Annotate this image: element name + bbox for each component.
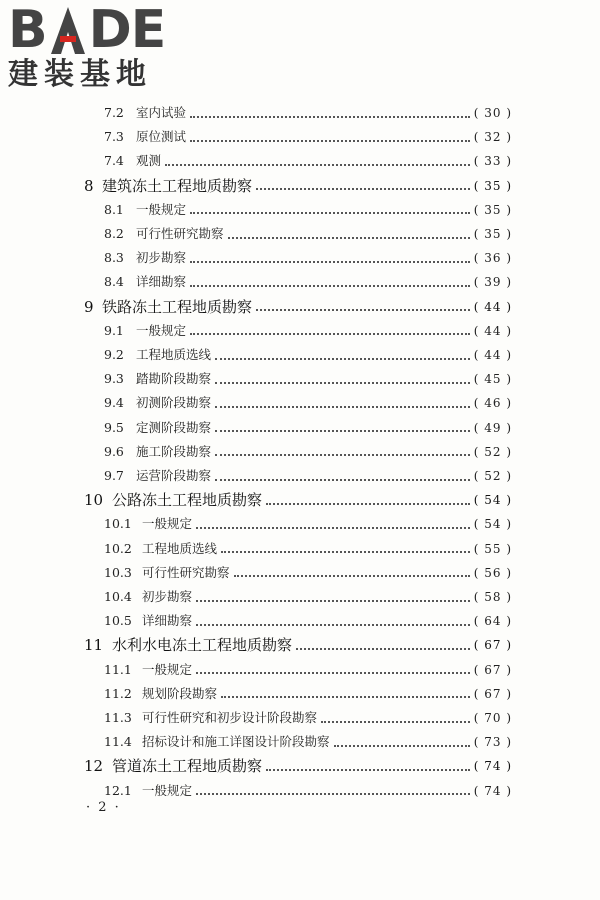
toc-leader-dots bbox=[196, 599, 470, 602]
toc-title: 工程地质选线 bbox=[136, 347, 212, 362]
toc-leader-dots bbox=[321, 720, 470, 723]
logo-letters-de: DE bbox=[88, 0, 166, 60]
toc-page-ref: ( 52 ) bbox=[473, 444, 512, 459]
toc-page-ref: ( 33 ) bbox=[473, 154, 512, 169]
toc-number: 11.4 bbox=[104, 734, 132, 750]
toc-number: 8.3 bbox=[104, 250, 124, 266]
toc-section-row bbox=[104, 780, 512, 802]
toc-title: 建筑冻土工程地质勘察 bbox=[102, 176, 253, 195]
toc-title: 规划阶段勘察 bbox=[142, 685, 218, 701]
toc-number: 9.4 bbox=[104, 395, 124, 411]
toc-section-row bbox=[104, 368, 512, 390]
toc-chapter-row bbox=[84, 755, 512, 777]
toc-leader-dots bbox=[334, 744, 470, 747]
toc-page-ref: ( 54 ) bbox=[473, 517, 512, 532]
logo-a-shape bbox=[47, 4, 89, 56]
toc-leader-dots bbox=[190, 284, 470, 287]
toc-page-ref: ( 32 ) bbox=[473, 130, 512, 145]
toc-leader-dots bbox=[196, 526, 470, 529]
toc-number: 12.1 bbox=[104, 782, 132, 798]
toc-title: 一般规定 bbox=[142, 661, 193, 677]
toc-chapter-row bbox=[84, 489, 512, 511]
toc-title: 工程地质选线 bbox=[142, 540, 218, 556]
toc-title: 管道冻土工程地质勘察 bbox=[112, 757, 263, 776]
toc-number: 9 bbox=[84, 297, 94, 316]
toc-page-ref: ( 74 ) bbox=[473, 759, 512, 774]
toc-leader-dots bbox=[228, 236, 470, 239]
toc-number: 8.4 bbox=[104, 274, 124, 290]
bade-logo bbox=[8, 0, 166, 92]
toc-number: 10.1 bbox=[104, 516, 132, 532]
toc-number: 9.1 bbox=[104, 322, 124, 338]
toc-leader-dots bbox=[256, 308, 470, 311]
toc-section-row bbox=[104, 659, 512, 681]
toc-section-row bbox=[104, 247, 512, 269]
toc-leader-dots bbox=[196, 623, 470, 626]
toc-page-ref: ( 73 ) bbox=[473, 735, 512, 750]
toc-title: 初步勘察 bbox=[136, 250, 187, 266]
toc-page-ref: ( 35 ) bbox=[473, 178, 512, 193]
toc-number: 7.3 bbox=[104, 129, 124, 145]
toc-section-row bbox=[104, 538, 512, 560]
toc-leader-dots bbox=[165, 163, 470, 166]
toc-section-row bbox=[104, 392, 512, 414]
toc-number: 8 bbox=[84, 176, 94, 195]
toc-section-row bbox=[104, 707, 512, 729]
toc-number: 11 bbox=[84, 636, 104, 655]
page-number: · 2 · bbox=[86, 800, 121, 815]
toc-leader-dots bbox=[221, 550, 470, 553]
toc-number: 9.7 bbox=[104, 468, 124, 483]
logo-chinese-text: 建装基地 bbox=[8, 57, 152, 92]
toc-leader-dots bbox=[190, 115, 470, 118]
toc-leader-dots bbox=[215, 453, 470, 456]
toc-page-ref: ( 67 ) bbox=[473, 662, 512, 677]
toc-title: 可行性研究勘察 bbox=[136, 226, 224, 241]
toc-section-row bbox=[104, 417, 512, 439]
toc-title: 初步勘察 bbox=[142, 589, 193, 604]
toc-section-row bbox=[104, 586, 512, 608]
toc-title: 施工阶段勘察 bbox=[136, 443, 212, 459]
toc-page-ref: ( 35 ) bbox=[473, 202, 512, 217]
toc-number: 7.4 bbox=[104, 153, 124, 169]
toc-number: 9.2 bbox=[104, 347, 124, 362]
toc-title: 运营阶段勘察 bbox=[136, 468, 212, 483]
toc-page-ref: ( 44 ) bbox=[473, 348, 512, 362]
toc-page-ref: ( 64 ) bbox=[473, 614, 512, 629]
toc-number: 10.5 bbox=[104, 613, 132, 629]
toc-number: 11.3 bbox=[104, 710, 132, 725]
toc-page-ref: ( 45 ) bbox=[473, 372, 512, 387]
toc-section-row bbox=[104, 465, 512, 487]
toc-leader-dots bbox=[266, 502, 470, 505]
toc-page-ref: ( 30 ) bbox=[473, 106, 512, 120]
toc-section-row bbox=[104, 562, 512, 584]
toc-number: 10 bbox=[84, 491, 104, 510]
toc-section-row bbox=[104, 150, 512, 172]
toc-number: 10.4 bbox=[104, 589, 132, 604]
toc-number: 9.5 bbox=[104, 419, 124, 435]
toc-section-row bbox=[104, 683, 512, 705]
toc-section-row bbox=[104, 223, 512, 245]
toc-title: 踏勘阶段勘察 bbox=[136, 371, 212, 387]
toc-section-row bbox=[104, 610, 512, 632]
toc-page-ref: ( 54 ) bbox=[473, 493, 512, 508]
toc-number: 11.2 bbox=[104, 685, 132, 701]
toc-number: 8.2 bbox=[104, 226, 124, 241]
toc-title: 原位测试 bbox=[136, 129, 187, 145]
toc-leader-dots bbox=[190, 139, 470, 142]
toc-chapter-row bbox=[84, 175, 512, 197]
toc-leader-dots bbox=[196, 671, 470, 674]
toc-title: 观测 bbox=[136, 153, 162, 169]
toc-page-ref: ( 56 ) bbox=[473, 565, 512, 580]
toc-page-ref: ( 74 ) bbox=[473, 783, 512, 798]
toc-number: 11.1 bbox=[104, 661, 132, 677]
toc-page-ref: ( 52 ) bbox=[473, 469, 512, 483]
toc-title: 室内试验 bbox=[136, 105, 187, 120]
toc-section-row bbox=[104, 199, 512, 221]
toc-section-row bbox=[104, 731, 512, 753]
toc-section-row bbox=[104, 271, 512, 293]
toc-title: 初测阶段勘察 bbox=[136, 395, 212, 411]
toc-number: 12 bbox=[84, 757, 104, 776]
toc-leader-dots bbox=[196, 792, 470, 795]
toc-leader-dots bbox=[215, 405, 470, 408]
toc-title: 可行性研究勘察 bbox=[142, 564, 230, 580]
toc-title: 定测阶段勘察 bbox=[136, 419, 212, 435]
toc-page-ref: ( 70 ) bbox=[473, 711, 512, 725]
logo-letter-b: B bbox=[8, 0, 47, 60]
toc-title: 一般规定 bbox=[142, 516, 193, 532]
toc-leader-dots bbox=[190, 260, 470, 263]
toc-section-row bbox=[104, 126, 512, 148]
toc-leader-dots bbox=[221, 695, 470, 698]
toc-page-ref: ( 58 ) bbox=[473, 590, 512, 604]
toc-number: 9.6 bbox=[104, 443, 124, 459]
toc-title: 详细勘察 bbox=[136, 274, 187, 290]
toc-section-row bbox=[104, 441, 512, 463]
toc-title: 一般规定 bbox=[136, 322, 187, 338]
toc-page-ref: ( 39 ) bbox=[473, 275, 512, 290]
toc-number: 10.2 bbox=[104, 540, 132, 556]
toc-title: 招标设计和施工详图设计阶段勘察 bbox=[142, 734, 330, 750]
toc-leader-dots bbox=[256, 187, 470, 190]
toc-leader-dots bbox=[234, 574, 470, 577]
toc-leader-dots bbox=[266, 768, 470, 771]
toc-page-ref: ( 35 ) bbox=[473, 227, 512, 241]
toc-number: 8.1 bbox=[104, 201, 124, 217]
toc-section-row bbox=[104, 344, 512, 366]
toc-number: 7.2 bbox=[104, 105, 124, 120]
toc-section-row bbox=[104, 320, 512, 342]
toc-title: 水利水电冻土工程地质勘察 bbox=[112, 636, 293, 655]
toc-page-ref: ( 67 ) bbox=[473, 686, 512, 701]
toc-title: 一般规定 bbox=[142, 782, 193, 798]
toc-page-ref: ( 49 ) bbox=[473, 420, 512, 435]
toc-leader-dots bbox=[296, 647, 470, 650]
toc-leader-dots bbox=[215, 381, 470, 384]
toc-leader-dots bbox=[190, 211, 470, 214]
toc-page-ref: ( 44 ) bbox=[473, 323, 512, 338]
toc-chapter-row bbox=[84, 634, 512, 656]
toc-page-ref: ( 36 ) bbox=[473, 251, 512, 266]
toc-leader-dots bbox=[190, 332, 470, 335]
toc-title: 公路冻土工程地质勘察 bbox=[112, 491, 263, 510]
toc-title: 详细勘察 bbox=[142, 613, 193, 629]
toc-title: 一般规定 bbox=[136, 201, 187, 217]
toc-chapter-row bbox=[84, 296, 512, 318]
toc-section-row bbox=[104, 102, 512, 124]
toc-section-row bbox=[104, 513, 512, 535]
toc-page-ref: ( 67 ) bbox=[473, 638, 512, 653]
toc-page-ref: ( 44 ) bbox=[473, 299, 512, 314]
toc-page-ref: ( 46 ) bbox=[473, 396, 512, 411]
toc-number: 9.3 bbox=[104, 371, 124, 387]
toc-title: 铁路冻土工程地质勘察 bbox=[102, 297, 253, 316]
toc-page-ref: ( 55 ) bbox=[473, 541, 512, 556]
toc-leader-dots bbox=[215, 478, 470, 481]
toc-leader-dots bbox=[215, 357, 470, 360]
toc-leader-dots bbox=[215, 429, 470, 432]
toc-number: 10.3 bbox=[104, 564, 132, 580]
toc-title: 可行性研究和初步设计阶段勘察 bbox=[142, 710, 318, 725]
